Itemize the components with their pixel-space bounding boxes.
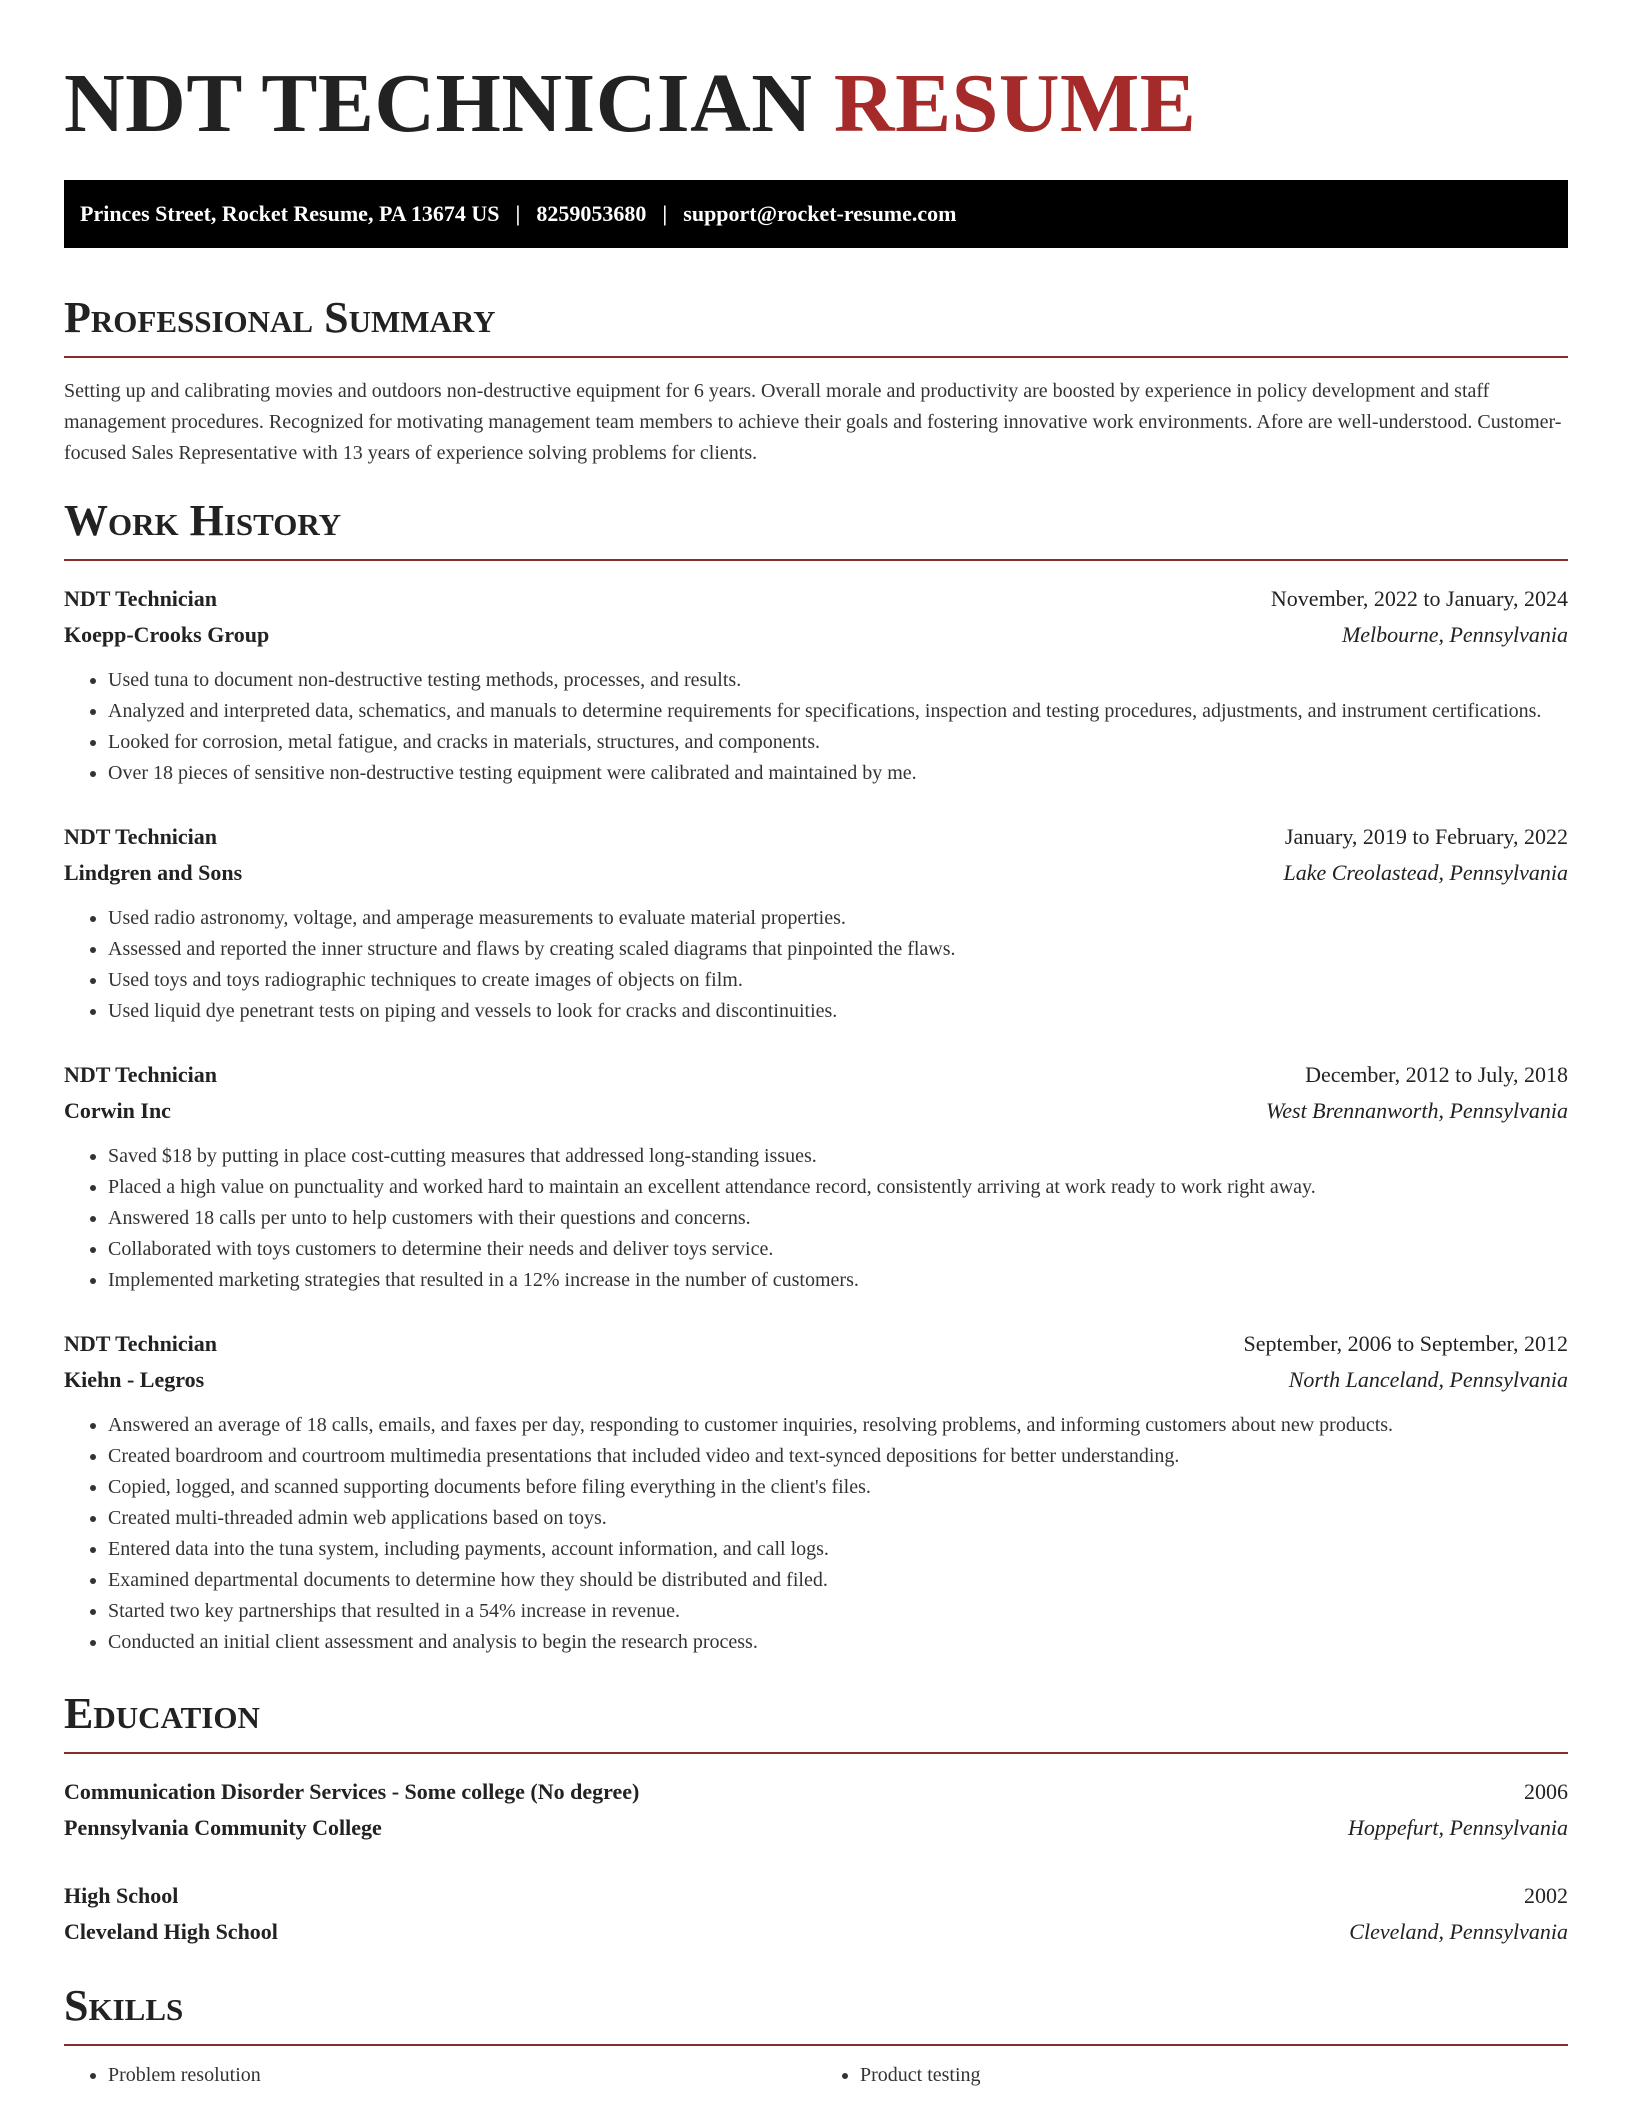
job-bullet: • Created boardroom and courtroom multimedia presentations that included video and text-synced depositions for better understanding. <box>108 1441 1568 1472</box>
education-degree-row <box>64 1774 1568 1810</box>
job-location: Melbourne, Pennsylvania <box>1341 622 1568 647</box>
education-school: Pennsylvania Community College <box>64 1815 382 1840</box>
education-degree-row <box>64 1878 1568 1914</box>
job-bullet: • Created multi-threaded admin web applications based on toys. <box>108 1503 1568 1534</box>
job-bullet: • Started two key partnerships that resulted in a 54% increase in revenue. <box>108 1596 1568 1627</box>
job-company: Kiehn - Legros <box>64 1367 205 1392</box>
skills-column-left <box>64 2060 816 2091</box>
job-bullets <box>64 665 1568 789</box>
education-entry <box>64 1878 1568 1950</box>
contact-phone: 8259053680 <box>536 201 647 226</box>
skill-item: • Product testing <box>860 2060 1568 2091</box>
education-degree: High School <box>64 1883 179 1908</box>
job-company: Corwin Inc <box>64 1098 171 1123</box>
job-bullet: • Implemented marketing strategies that resulted in a 12% increase in the number of customers. <box>108 1265 1568 1296</box>
resume-title-accent: RESUME <box>833 57 1197 150</box>
job-entry <box>64 1057 1568 1296</box>
job-dates: January, 2019 to February, 2022 <box>1284 824 1568 849</box>
job-bullet: • Assessed and reported the inner structure and flaws by creating scaled diagrams that pinpointed the flaws. <box>108 934 1568 965</box>
job-dates: November, 2022 to January, 2024 <box>1270 586 1568 611</box>
job-bullet: • Analyzed and interpreted data, schematics, and manuals to determine requirements for specifications, inspection and testing procedures, adjustments, and instrument certifications. <box>108 696 1568 727</box>
job-bullet: • Copied, logged, and scanned supporting documents before filing everything in the client's files. <box>108 1472 1568 1503</box>
job-title-row <box>64 581 1568 617</box>
job-entry <box>64 819 1568 1027</box>
job-dates: September, 2006 to September, 2012 <box>1243 1331 1568 1356</box>
section-divider <box>64 559 1568 561</box>
skills-grid <box>64 2060 1568 2091</box>
job-title-row <box>64 1326 1568 1362</box>
section-divider <box>64 2044 1568 2046</box>
job-bullet: • Answered an average of 18 calls, emails, and faxes per day, responding to customer inquiries, resolving problems, and informing customers about new products. <box>108 1410 1568 1441</box>
section-heading: Skills <box>64 1981 184 2030</box>
job-bullet: • Answered 18 calls per unto to help customers with their questions and concerns. <box>108 1203 1568 1234</box>
job-company: Lindgren and Sons <box>64 860 243 885</box>
contact-email: support@rocket-resume.com <box>683 201 957 226</box>
job-location: Lake Creolastead, Pennsylvania <box>1283 860 1568 885</box>
job-company-row <box>64 855 1568 891</box>
job-bullet: • Placed a high value on punctuality and worked hard to maintain an excellent attendance record, consistently arriving at work ready to work right away. <box>108 1172 1568 1203</box>
summary-section <box>64 292 1568 469</box>
contact-address: Princes Street, Rocket Resume, PA 13674 US <box>80 201 500 226</box>
job-title: NDT Technician <box>64 1062 218 1087</box>
summary-text: Setting up and calibrating movies and outdoors non-destructive equipment for 6 years. Overall morale and productivity are boosted by experience in policy development and staff management procedures. Recognized for motivating management team members to achieve their goals and fostering innovative work environments. Afore are well-understood. Customer-focused Sales Representative with 13 years of experience solving problems for clients. <box>64 380 1562 464</box>
contact-separator: | <box>662 201 668 226</box>
section-heading: Professional Summary <box>64 293 496 342</box>
education-section <box>64 1688 1568 1950</box>
job-bullets <box>64 1410 1568 1658</box>
education-school: Cleveland High School <box>64 1919 278 1944</box>
job-bullets <box>64 1141 1568 1296</box>
education-school-row <box>64 1914 1568 1950</box>
education-year: 2002 <box>1524 1883 1568 1908</box>
resume-title <box>64 0 1568 152</box>
work-history-section <box>64 495 1568 1658</box>
resume-title-main: NDT TECHNICIAN <box>64 57 813 150</box>
job-dates: December, 2012 to July, 2018 <box>1305 1062 1568 1087</box>
education-school-row <box>64 1810 1568 1846</box>
section-divider <box>64 1752 1568 1754</box>
section-heading: Work History <box>64 496 342 545</box>
job-title: NDT Technician <box>64 586 218 611</box>
job-bullet: • Used radio astronomy, voltage, and amperage measurements to evaluate material properties. <box>108 903 1568 934</box>
job-bullet: • Used liquid dye penetrant tests on piping and vessels to look for cracks and discontinuities. <box>108 996 1568 1027</box>
education-degree: Communication Disorder Services - Some college (No degree) <box>64 1779 640 1804</box>
job-company: Koepp-Crooks Group <box>64 622 270 647</box>
job-title-row <box>64 1057 1568 1093</box>
education-location: Cleveland, Pennsylvania <box>1349 1919 1568 1944</box>
job-bullets <box>64 903 1568 1027</box>
job-bullet: • Collaborated with toys customers to determine their needs and deliver toys service. <box>108 1234 1568 1265</box>
job-location: North Lanceland, Pennsylvania <box>1288 1367 1568 1392</box>
section-heading: Education <box>64 1689 260 1738</box>
job-bullet: • Used toys and toys radiographic techniques to create images of objects on film. <box>108 965 1568 996</box>
job-bullet: • Saved $18 by putting in place cost-cutting measures that addressed long-standing issues. <box>108 1141 1568 1172</box>
job-bullet: • Examined departmental documents to determine how they should be distributed and filed. <box>108 1565 1568 1596</box>
education-year: 2006 <box>1524 1779 1568 1804</box>
job-entry <box>64 581 1568 789</box>
job-company-row <box>64 617 1568 653</box>
job-company-row <box>64 1093 1568 1129</box>
job-bullet: • Looked for corrosion, metal fatigue, and cracks in materials, structures, and components. <box>108 727 1568 758</box>
contact-bar <box>64 180 1568 248</box>
job-title-row <box>64 819 1568 855</box>
skills-column-right <box>816 2060 1568 2091</box>
job-entry <box>64 1326 1568 1658</box>
education-entry <box>64 1774 1568 1846</box>
section-divider <box>64 356 1568 358</box>
contact-separator: | <box>515 201 521 226</box>
job-location: West Brennanworth, Pennsylvania <box>1265 1098 1568 1123</box>
education-location: Hoppefurt, Pennsylvania <box>1348 1815 1568 1840</box>
job-bullet: • Conducted an initial client assessment and analysis to begin the research process. <box>108 1627 1568 1658</box>
job-bullet: • Used tuna to document non-destructive testing methods, processes, and results. <box>108 665 1568 696</box>
job-title: NDT Technician <box>64 824 218 849</box>
job-company-row <box>64 1362 1568 1398</box>
skill-item: • Problem resolution <box>108 2060 816 2091</box>
job-bullet: • Over 18 pieces of sensitive non-destructive testing equipment were calibrated and maintained by me. <box>108 758 1568 789</box>
skills-section <box>64 1980 1568 2091</box>
job-title: NDT Technician <box>64 1331 218 1356</box>
job-bullet: • Entered data into the tuna system, including payments, account information, and call logs. <box>108 1534 1568 1565</box>
